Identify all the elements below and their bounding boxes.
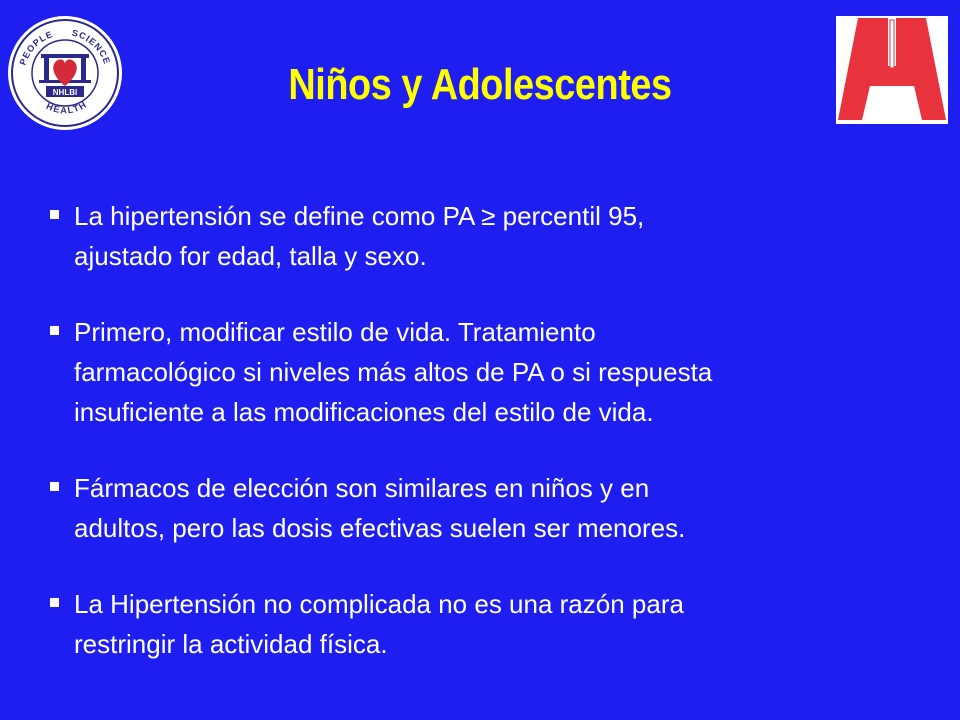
square-bullet-icon	[50, 210, 59, 219]
bullet-line: farmacológico si niveles más altos de PA o si respuesta	[74, 357, 713, 387]
bullet-line: ajustado for edad, talla y sexo.	[74, 241, 427, 271]
square-bullet-icon	[50, 482, 59, 491]
bullet-line: La hipertensión se define como PA ≥ percentil 95,	[74, 201, 645, 231]
square-bullet-icon	[50, 598, 59, 607]
slide-title: Niños y Adolescentes	[288, 60, 672, 109]
bullet-list	[50, 196, 930, 664]
bullet-line: insuficiente a las modificaciones del estilo de vida.	[74, 397, 654, 427]
logo-top-right-text: SCIENCE	[70, 27, 113, 66]
bullet-item	[50, 584, 930, 664]
bullet-line: Fármacos de elección son similares en niños y en	[74, 473, 650, 503]
bullet-line: Primero, modificar estilo de vida. Tratamiento	[74, 317, 596, 347]
bullet-line: restringir la actividad física.	[74, 629, 388, 659]
bullet-item	[50, 468, 930, 548]
logo-center-text: NHLBI	[52, 88, 78, 97]
square-bullet-icon	[50, 326, 59, 335]
bullet-line: adultos, pero las dosis efectivas suelen ser menores.	[74, 513, 686, 543]
logo-bottom-text: HEALTH	[44, 99, 90, 116]
bullet-line: La Hipertensión no complicada no es una razón para	[74, 589, 684, 619]
bullet-item	[50, 312, 930, 432]
logo-top-left-text: PEOPLE	[17, 28, 55, 67]
bullet-item	[50, 196, 930, 276]
